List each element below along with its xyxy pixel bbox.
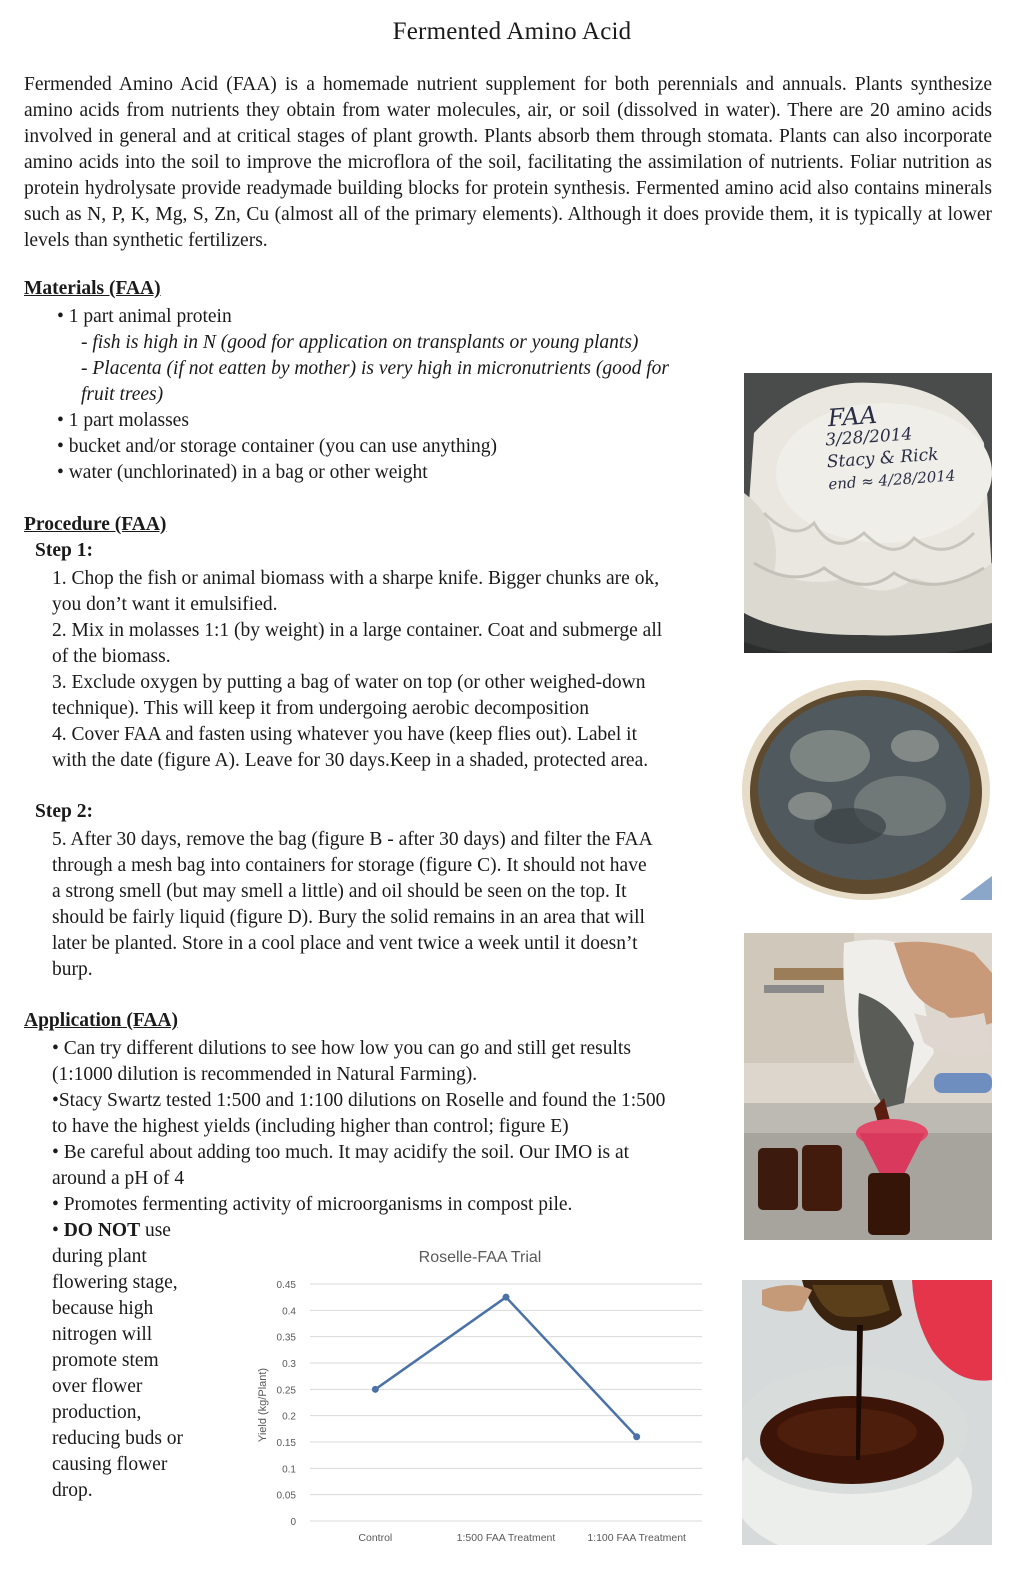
do-not-line: drop. bbox=[52, 1480, 93, 1501]
step-line: 3. Exclude oxygen by putting a bag of water on top (or other weighed-down bbox=[52, 672, 646, 693]
step-line: 1. Chop the fish or animal biomass with a sharpe knife. Bigger chunks are ok, bbox=[52, 568, 660, 589]
y-tick-label: 0.45 bbox=[276, 1280, 296, 1291]
application-item: • Can try different dilutions to see how low you can go and still get results bbox=[52, 1038, 631, 1059]
do-not-line: reducing buds or bbox=[52, 1428, 184, 1449]
step-line: through a mesh bag into containers for storage (figure C). It should not have bbox=[52, 855, 647, 876]
step-2-text bbox=[52, 827, 653, 983]
material-item: • 1 part animal protein bbox=[57, 306, 232, 327]
step-line: you don’t want it emulsified. bbox=[52, 594, 278, 615]
step-line: should be fairly liquid (figure D). Bury the solid remains in an area that will bbox=[52, 907, 645, 928]
y-tick-label: 0.3 bbox=[282, 1359, 296, 1370]
photo-figure-c-filtering bbox=[744, 933, 992, 1240]
material-item: • water (unchlorinated) in a bag or other weight bbox=[57, 462, 428, 483]
step-line: 4. Cover FAA and fasten using whatever you have (keep flies out). Label it bbox=[52, 724, 638, 745]
y-tick-label: 0.35 bbox=[276, 1332, 296, 1344]
step-line: 2. Mix in molasses 1:1 (by weight) in a large container. Coat and submerge all bbox=[52, 620, 663, 641]
step-line: burp. bbox=[52, 959, 93, 980]
y-axis-label: Yield (kg/Plant) bbox=[257, 1367, 269, 1443]
material-note: fruit trees) bbox=[81, 384, 164, 405]
intro-paragraph: Fermended Amino Acid (FAA) is a homemade nutrient supplement for both perennials and annuals. Plants synthesize amino acids from nutrients they obtain from water molecules, air, or soil (dissolved in water). There are 20 amino acids involved in general and at critical stages of plant growth. Plants absorb them through stomata. Plants can also incorporate amino acids into the soil to improve the microflora of the soil, facilitating the assimilation of nutrients. Foliar nutrition as protein hydrolysate provide readymade building blocks for protein synthesis. Fermented amino acid also contains minerals such as N, P, K, Mg, S, Zn, Cu (almost all of the primary elements). Although it does provide them, it is typically at lower levels than synthetic fertilizers. bbox=[24, 74, 992, 251]
x-tick-label: Control bbox=[358, 1532, 393, 1544]
do-not-line: flowering stage, bbox=[52, 1272, 178, 1293]
step-line: of the biomass. bbox=[52, 646, 171, 667]
material-item: • bucket and/or storage container (you can use anything) bbox=[57, 436, 498, 457]
data-point bbox=[503, 1294, 510, 1301]
x-tick-label: 1:100 FAA Treatment bbox=[587, 1532, 686, 1544]
bucket-handwritten-label: FAA 3/28/2014 Stacy & Rick end ≈ 4/28/2014 bbox=[824, 400, 956, 494]
step-line: with the date (figure A). Leave for 30 days.Keep in a shaded, protected area. bbox=[52, 750, 649, 771]
y-tick-label: 0.4 bbox=[282, 1306, 296, 1318]
do-not-text: use bbox=[144, 1220, 171, 1241]
step-1-text bbox=[52, 566, 662, 774]
step-line: later be planted. Store in a cool place and vent twice a week until it doesn’t bbox=[52, 933, 638, 954]
material-note: - fish is high in N (good for application on transplants or young plants) bbox=[81, 332, 639, 353]
photo-figure-d-pouring bbox=[742, 1280, 992, 1545]
application-item: •Stacy Swartz tested 1:500 and 1:100 dilutions on Roselle and found the 1:500 bbox=[52, 1090, 666, 1111]
y-tick-label: 0.05 bbox=[276, 1490, 296, 1502]
application-item: • Be careful about adding too much. It may acidify the soil. Our IMO is at bbox=[52, 1142, 630, 1163]
do-not-label: DO NOT bbox=[63, 1220, 141, 1241]
photo-figure-a-covered-bucket bbox=[744, 373, 992, 653]
step-line: technique). This will keep it from undergoing aerobic decomposition bbox=[52, 698, 590, 719]
do-not-line: causing flower bbox=[52, 1454, 168, 1475]
application-heading: Application (FAA) bbox=[24, 1010, 179, 1031]
data-point bbox=[372, 1386, 379, 1393]
materials-list bbox=[57, 304, 669, 486]
x-tick-label: 1:500 FAA Treatment bbox=[456, 1532, 556, 1544]
page-title: Fermented Amino Acid bbox=[392, 18, 632, 45]
step-line: a strong smell (but may smell a little) and oil should be seen on the top. It bbox=[52, 881, 627, 902]
application-item: to have the highest yields (including higher than control; figure E) bbox=[52, 1116, 569, 1137]
do-not-line: during plant bbox=[52, 1246, 147, 1267]
application-item: around a pH of 4 bbox=[52, 1168, 185, 1189]
procedure-heading: Procedure (FAA) bbox=[24, 514, 167, 535]
step-2-label: Step 2: bbox=[35, 801, 93, 822]
chart-title: Roselle-FAA Trial bbox=[418, 1249, 542, 1266]
y-tick-label: 0.1 bbox=[282, 1464, 296, 1476]
application-item: (1:1000 dilution is recommended in Natural Farming). bbox=[52, 1064, 478, 1085]
y-tick-label: 0.15 bbox=[276, 1438, 296, 1449]
roselle-faa-chart bbox=[250, 1240, 720, 1550]
data-point bbox=[633, 1433, 640, 1440]
photo-figure-b-fermented-surface bbox=[740, 676, 992, 900]
step-1-label: Step 1: bbox=[35, 540, 93, 561]
y-tick-label: 0 bbox=[290, 1517, 296, 1528]
material-note: - Placenta (if not eatten by mother) is very high in micronutrients (good for bbox=[81, 358, 669, 379]
step-line: 5. After 30 days, remove the bag (figure B - after 30 days) and filter the FAA bbox=[52, 829, 653, 850]
do-not-line: production, bbox=[52, 1402, 142, 1423]
materials-heading: Materials (FAA) bbox=[24, 278, 161, 299]
material-item: • 1 part molasses bbox=[57, 410, 189, 431]
y-tick-label: 0.2 bbox=[282, 1411, 296, 1423]
do-not-line: because high bbox=[52, 1298, 154, 1319]
do-not-bullet: • bbox=[52, 1220, 59, 1241]
do-not-line: promote stem bbox=[52, 1350, 159, 1371]
do-not-line: over flower bbox=[52, 1376, 143, 1397]
y-tick-label: 0.25 bbox=[276, 1385, 296, 1397]
do-not-line: nitrogen will bbox=[52, 1324, 153, 1345]
application-item: • Promotes fermenting activity of microorganisms in compost pile. bbox=[52, 1194, 573, 1215]
